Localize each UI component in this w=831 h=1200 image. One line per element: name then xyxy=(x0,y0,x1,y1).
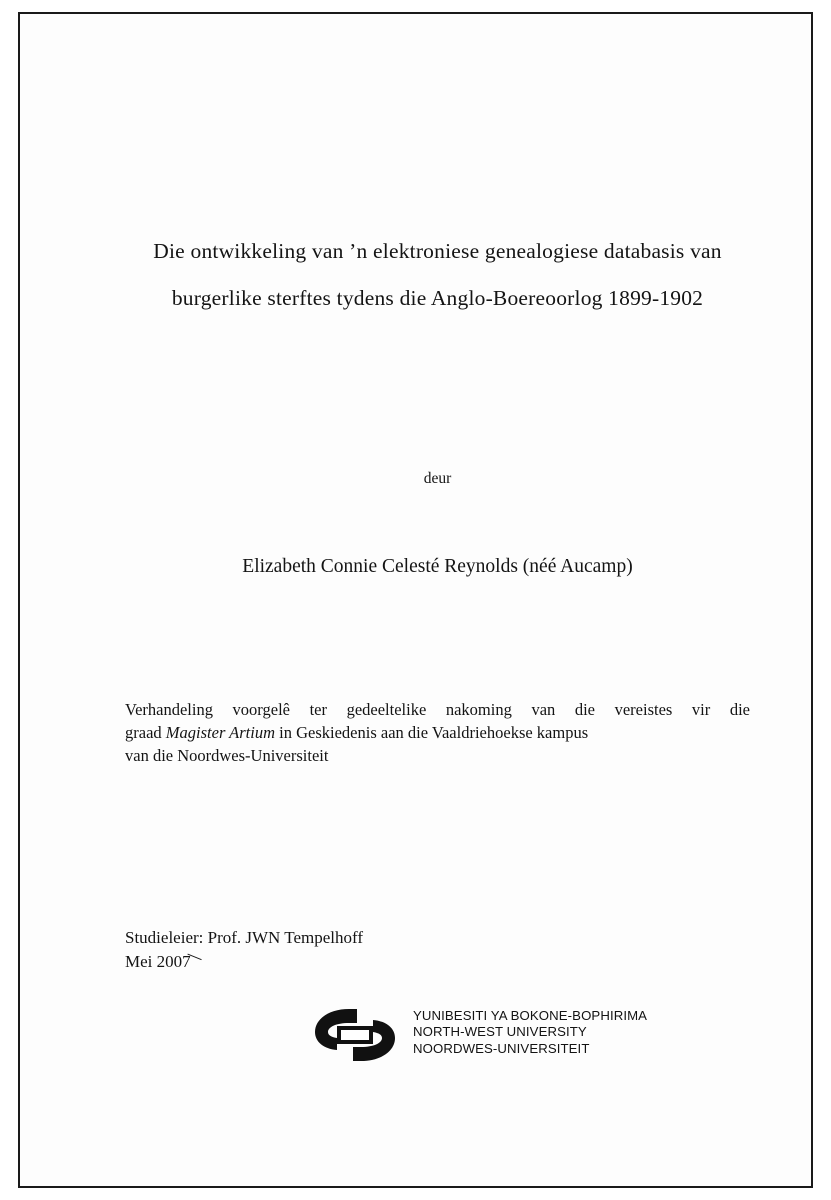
degree-statement-line-1: Verhandeling voorgelê ter gedeeltelike nakoming van die vereistes vir die xyxy=(125,700,750,719)
north-west-university-logo-icon xyxy=(305,1006,405,1064)
university-logo-text xyxy=(413,1008,647,1057)
degree-name-italic: Magister Artium xyxy=(165,723,276,742)
degree-statement-line-3: van die Noordwes-Universiteit xyxy=(125,746,329,765)
supervisor-block xyxy=(125,926,625,974)
degree-statement-line-2-prefix: graad xyxy=(125,723,166,742)
author-name: Elizabeth Connie Celesté Reynolds (néé Aucamp) xyxy=(242,556,633,577)
degree-statement xyxy=(125,698,750,767)
scan-border xyxy=(18,12,813,1188)
supervisor-line: Studieleier: Prof. JWN Tempelhoff xyxy=(125,928,364,947)
date-line xyxy=(125,950,191,974)
degree-statement-line-2 xyxy=(125,721,750,744)
title-page-sheet xyxy=(50,38,821,1190)
degree-statement-line-2-suffix: in Geskiedenis aan die Vaaldriehoekse kampus xyxy=(275,723,589,742)
byline-label: deur xyxy=(423,470,452,487)
page-title xyxy=(120,228,755,322)
date-text: Mei 2007 xyxy=(125,952,191,971)
logo-text-line-1: YUNIBESITI YA BOKONE-BOPHIRIMA xyxy=(413,1008,648,1023)
title-line-2: burgerlike sterftes tydens die Anglo-Boereoorlog 1899-1902 xyxy=(171,286,704,310)
logo-text-line-3: NOORDWES-UNIVERSITEIT xyxy=(413,1040,590,1056)
university-logo-block xyxy=(305,1004,648,1066)
logo-text-line-2: NORTH-WEST UNIVERSITY xyxy=(413,1024,587,1040)
title-line-1: Die ontwikkeling van ’n elektroniese genealogiese databasis van xyxy=(153,239,722,263)
